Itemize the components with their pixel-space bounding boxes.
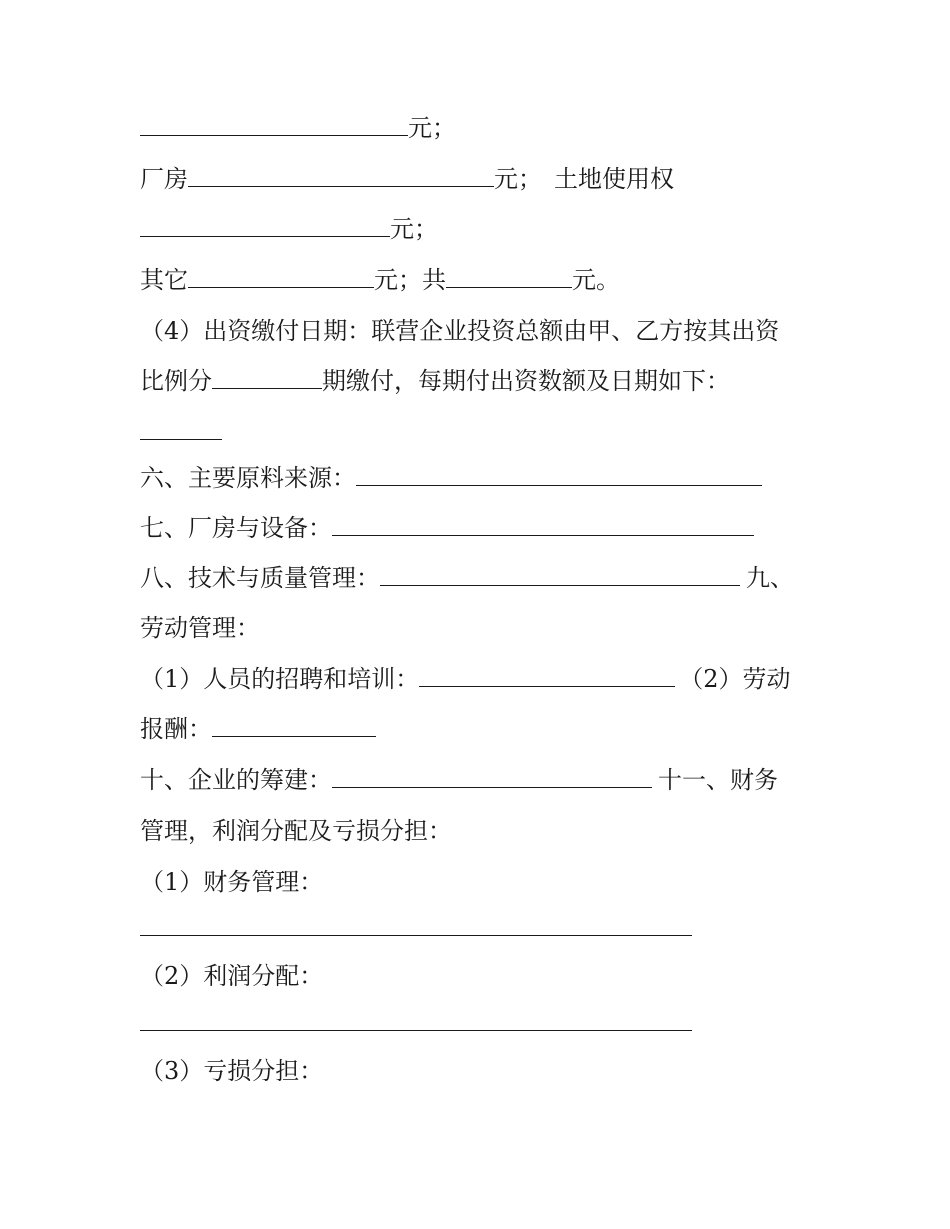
text: （3）亏损分担： — [140, 1057, 324, 1085]
blank-field[interactable] — [140, 214, 390, 237]
blank-field[interactable] — [140, 417, 222, 440]
line-14 — [140, 764, 778, 796]
blank-field[interactable] — [380, 563, 740, 586]
line-20 — [140, 1055, 323, 1087]
text: 六、主要原料来源： — [140, 464, 356, 492]
blank-field[interactable] — [140, 1008, 692, 1031]
text: 十、企业的筹建： — [140, 766, 332, 794]
text: 土地使用权 — [554, 165, 674, 193]
text: 元； — [390, 215, 438, 243]
text: 元； — [494, 165, 542, 193]
line-7 — [140, 416, 222, 448]
line-4 — [140, 264, 620, 296]
line-19 — [140, 1007, 692, 1039]
line-9 — [140, 512, 754, 544]
text: 厂房 — [140, 165, 188, 193]
text: 比例分 — [140, 367, 212, 395]
line-5 — [140, 315, 779, 347]
blank-field[interactable] — [140, 913, 692, 936]
line-12 — [140, 663, 791, 695]
text: （4）出资缴付日期：联营企业投资总额由甲、乙方按其出资 — [140, 317, 780, 345]
text: 元；共 — [374, 266, 446, 294]
text: （1）财务管理： — [140, 868, 324, 896]
blank-field[interactable] — [332, 513, 754, 536]
text: 元。 — [572, 266, 620, 294]
blank-field[interactable] — [212, 366, 322, 389]
line-2 — [140, 163, 674, 195]
text: 劳动管理： — [140, 614, 260, 642]
text: （2）劳动 — [679, 665, 791, 693]
text: （2）利润分配： — [140, 962, 324, 990]
blank-field[interactable] — [332, 765, 652, 788]
text: 报酬： — [140, 715, 212, 743]
line-3 — [140, 213, 438, 245]
line-10 — [140, 562, 794, 594]
line-15 — [140, 815, 452, 847]
text: 期缴付，每期付出资数额及日期如下： — [322, 367, 730, 395]
line-13 — [140, 713, 376, 745]
text: 十一、财务 — [658, 766, 778, 794]
text: 元； — [408, 114, 456, 142]
blank-field[interactable] — [356, 463, 762, 486]
line-16 — [140, 866, 323, 898]
line-11 — [140, 612, 260, 644]
blank-field[interactable] — [446, 265, 572, 288]
line-17 — [140, 912, 692, 944]
text: 九、 — [746, 564, 794, 592]
blank-field[interactable] — [188, 164, 494, 187]
blank-field[interactable] — [212, 714, 376, 737]
blank-field[interactable] — [419, 664, 675, 687]
text: 七、厂房与设备： — [140, 514, 332, 542]
text: 八、技术与质量管理： — [140, 564, 380, 592]
text: 管理，利润分配及亏损分担： — [140, 817, 452, 845]
text: （1）人员的招聘和培训： — [140, 665, 420, 693]
line-6 — [140, 365, 730, 397]
line-8 — [140, 462, 762, 494]
text: 其它 — [140, 266, 188, 294]
line-18 — [140, 960, 323, 992]
blank-field[interactable] — [140, 113, 408, 136]
blank-field[interactable] — [188, 265, 374, 288]
line-1 — [140, 112, 456, 144]
